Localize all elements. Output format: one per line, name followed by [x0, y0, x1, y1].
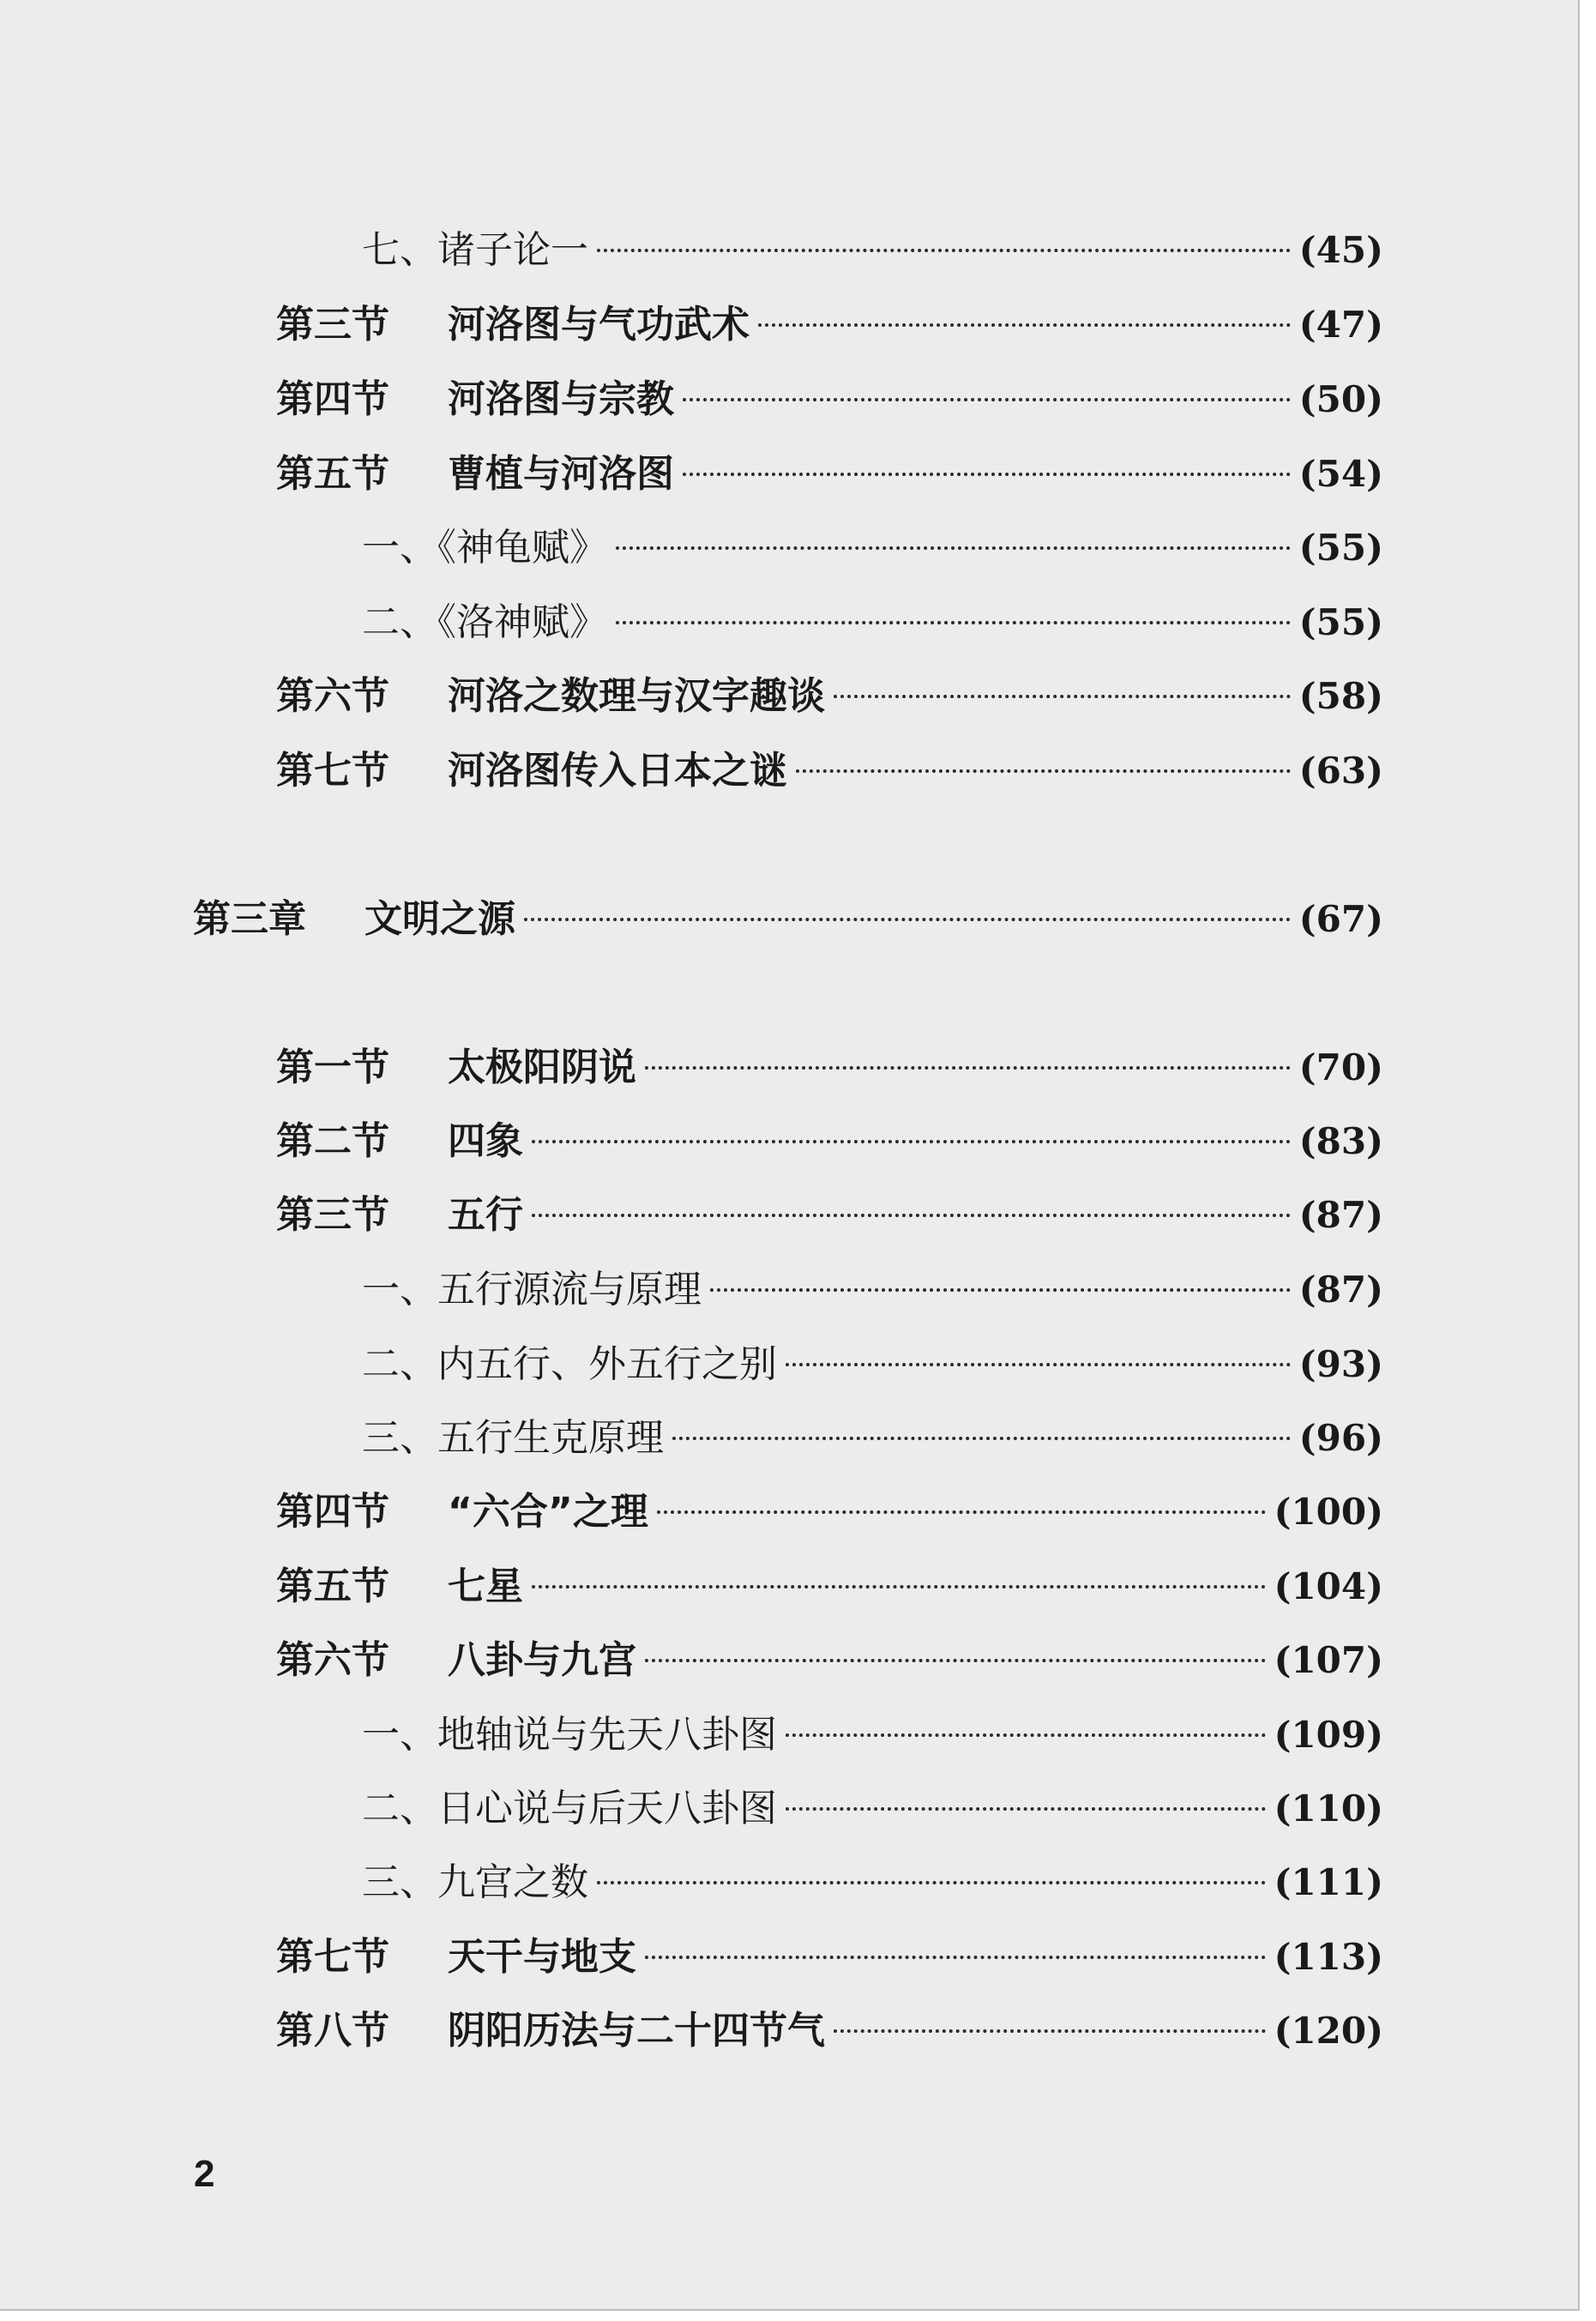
toc-entry[interactable]: [276, 370, 1383, 430]
entry-page: (83): [1298, 1120, 1383, 1162]
dot-leader: [786, 1807, 1266, 1811]
dot-leader: [672, 1437, 1291, 1440]
dot-leader: [597, 249, 1291, 252]
toc-entry[interactable]: [276, 2001, 1383, 2061]
dot-leader: [524, 918, 1291, 921]
entry-number: 第一节: [276, 1046, 389, 1089]
entry-title: 阴阳历法与二十四节气: [448, 2009, 825, 2053]
dot-leader: [645, 1066, 1291, 1070]
entry-page: (67): [1298, 898, 1383, 940]
entry-title: 四象: [448, 1119, 523, 1163]
entry-title: 一、《神龟赋》: [362, 526, 607, 570]
entry-number: 第六节: [276, 674, 389, 718]
entry-title: 河洛图传入日本之谜: [448, 749, 787, 793]
toc-entry[interactable]: [276, 666, 1383, 726]
toc-entry[interactable]: [362, 1853, 1383, 1913]
dot-leader: [834, 2029, 1266, 2033]
toc-entry[interactable]: [276, 1482, 1383, 1542]
entry-title: 一、地轴说与先天八卦图: [362, 1713, 777, 1757]
dot-leader: [683, 398, 1291, 401]
dot-leader: [786, 1733, 1266, 1737]
toc-entry[interactable]: [276, 741, 1383, 801]
dot-leader: [683, 473, 1291, 476]
entry-page: (87): [1298, 1269, 1383, 1311]
entry-page: (113): [1274, 1936, 1383, 1978]
entry-page: (109): [1274, 1714, 1383, 1756]
entry-title: 二、日心说与后天八卦图: [362, 1787, 777, 1830]
toc-entry[interactable]: [362, 593, 1383, 653]
entry-number: 第五节: [276, 452, 389, 496]
entry-page: (110): [1274, 1787, 1383, 1830]
dot-leader: [616, 621, 1291, 624]
entry-title: 五行: [448, 1193, 523, 1237]
entry-number: 第三节: [276, 303, 389, 347]
toc-entry[interactable]: [362, 1335, 1383, 1395]
dot-leader: [645, 1659, 1266, 1662]
toc-entry[interactable]: [276, 1927, 1383, 1987]
dot-leader: [796, 769, 1291, 773]
entry-title: 河洛之数理与汉字趣谈: [448, 674, 825, 718]
entry-number: 第七节: [276, 1935, 389, 1979]
entry-title: 一、五行源流与原理: [362, 1268, 702, 1311]
entry-page: (104): [1274, 1565, 1383, 1607]
entry-title: 二、内五行、外五行之别: [362, 1342, 777, 1386]
toc-entry[interactable]: [276, 1557, 1383, 1617]
entry-number: 第三章: [193, 897, 306, 941]
entry-number: 第四节: [276, 377, 389, 421]
entry-page: (93): [1298, 1343, 1383, 1385]
toc-entry[interactable]: [362, 1779, 1383, 1839]
entry-title: 三、九宫之数: [362, 1860, 588, 1904]
entry-number: 第五节: [276, 1564, 389, 1608]
dot-leader: [616, 546, 1291, 550]
toc-entry[interactable]: [362, 518, 1383, 578]
entry-title: 河洛图与宗教: [448, 377, 674, 421]
entry-page: (58): [1298, 675, 1383, 717]
dot-leader: [532, 1214, 1291, 1217]
entry-page: (70): [1298, 1046, 1383, 1088]
entry-page: (107): [1274, 1639, 1383, 1681]
dot-leader: [645, 1956, 1266, 1959]
entry-title: 天干与地支: [448, 1935, 636, 1979]
toc-entry[interactable]: [362, 1705, 1383, 1765]
entry-title: 七星: [448, 1564, 523, 1608]
toc-entry[interactable]: [276, 1112, 1383, 1172]
entry-number: 第六节: [276, 1638, 389, 1682]
entry-title: 八卦与九宫: [448, 1638, 636, 1682]
entry-page: (55): [1298, 601, 1383, 643]
entry-page: (120): [1274, 2010, 1383, 2052]
dot-leader: [758, 323, 1291, 327]
entry-page: (96): [1298, 1417, 1383, 1459]
entry-page: (63): [1298, 750, 1383, 792]
dot-leader: [597, 1881, 1266, 1884]
dot-leader: [710, 1288, 1291, 1292]
entry-page: (87): [1298, 1194, 1383, 1236]
dot-leader: [834, 695, 1291, 698]
toc-entry[interactable]: [276, 1038, 1383, 1098]
entry-page: (50): [1298, 378, 1383, 420]
entry-page: (111): [1274, 1861, 1383, 1903]
entry-title: 文明之源: [364, 897, 515, 941]
entry-title: 曹植与河洛图: [448, 452, 674, 496]
entry-title: 七、诸子论一: [362, 228, 588, 272]
toc-entry[interactable]: [362, 1260, 1383, 1320]
entry-page: (45): [1298, 229, 1383, 271]
entry-title: 二、《洛神赋》: [362, 600, 607, 644]
entry-title: 三、五行生克原理: [362, 1416, 664, 1460]
toc-chapter-entry[interactable]: [193, 889, 1383, 949]
dot-leader: [657, 1510, 1266, 1514]
entry-page: (54): [1298, 453, 1383, 495]
entry-page: (47): [1298, 304, 1383, 346]
toc-entry[interactable]: [276, 295, 1383, 355]
dot-leader: [786, 1363, 1291, 1366]
toc-entry[interactable]: [362, 220, 1383, 280]
entry-number: 第三节: [276, 1193, 389, 1237]
toc-entry[interactable]: [276, 1631, 1383, 1691]
page-number: 2: [194, 2153, 215, 2195]
entry-title: 河洛图与气功武术: [448, 303, 750, 347]
entry-number: 第八节: [276, 2009, 389, 2053]
entry-number: 第二节: [276, 1119, 389, 1163]
toc-entry[interactable]: [276, 444, 1383, 504]
entry-page: (100): [1274, 1491, 1383, 1533]
dot-leader: [532, 1585, 1266, 1589]
toc-entry[interactable]: [276, 1185, 1383, 1245]
entry-number: 第七节: [276, 749, 389, 793]
entry-title: “六合”之理: [448, 1490, 648, 1534]
entry-page: (55): [1298, 527, 1383, 569]
entry-title: 太极阳阴说: [448, 1046, 636, 1089]
entry-number: 第四节: [276, 1490, 389, 1534]
toc-entry[interactable]: [362, 1408, 1383, 1468]
dot-leader: [532, 1140, 1291, 1143]
